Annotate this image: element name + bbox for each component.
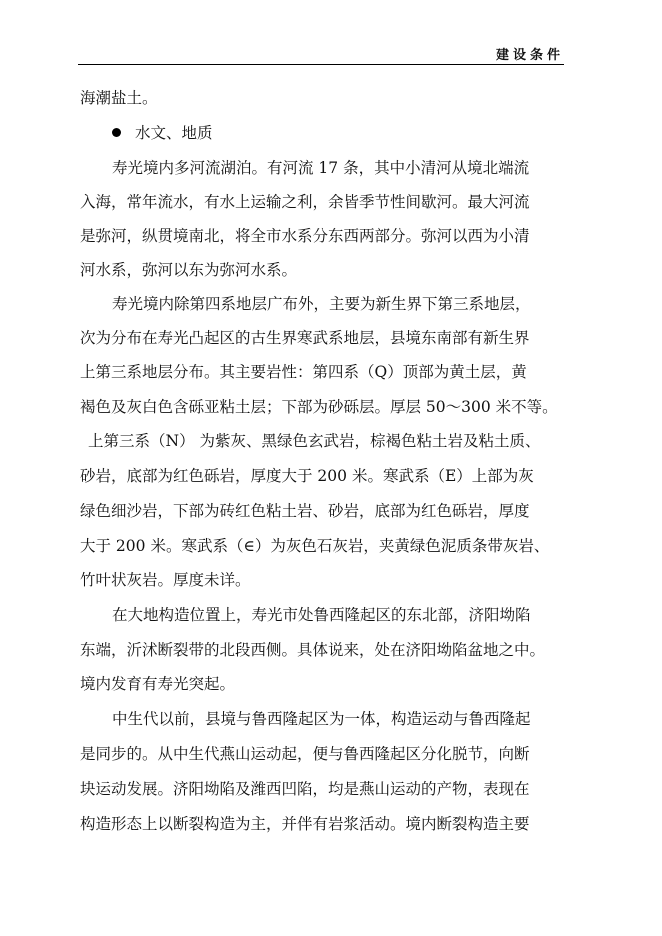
text-line: 境内发育有寿光突起。 bbox=[80, 675, 236, 693]
text-line: 褐色及灰白色含砾亚粘土层；下部为砂砾层。厚层 50～300 米不等。 bbox=[80, 398, 558, 416]
text-line: 东端，沂沭断裂带的北段西侧。具体说来，处在济阳坳陷盆地之中。 bbox=[80, 641, 546, 659]
text-line: 绿色细沙岩，下部为砖红色粘土岩、砂岩，底部为红色砾岩，厚度 bbox=[80, 502, 530, 520]
text-line: 砂岩，底部为红色砾岩，厚度大于 200 米。寒武系（E）上部为灰 bbox=[80, 467, 534, 485]
text-line: 构造形态上以断裂构造为主，并伴有岩浆活动。境内断裂构造主要 bbox=[80, 815, 530, 833]
text-line: 入海，常年流水，有水上运输之利，余皆季节性间歇河。最大河流 bbox=[80, 193, 530, 211]
text-line: 是同步的。从中生代燕山运动起，便与鲁西隆起区分化脱节，向断 bbox=[80, 745, 530, 763]
text-line: 块运动发展。济阳坳陷及潍西凹陷，均是燕山运动的产物，表现在 bbox=[80, 780, 530, 798]
section-heading bbox=[112, 122, 213, 144]
header-title: 建设条件 bbox=[495, 48, 564, 63]
text-line: 上第三系（N） 为紫灰、黑绿色玄武岩，棕褐色粘土岩及粘土质、 bbox=[88, 432, 541, 450]
text-line: 是弥河，纵贯境南北，将全市水系分东西两部分。弥河以西为小清 bbox=[80, 227, 530, 245]
text-line: 次为分布在寿光凸起区的古生界寒武系地层，县境东南部有新生界 bbox=[80, 329, 530, 347]
text-line: 海潮盐土。 bbox=[80, 89, 158, 107]
page-header bbox=[78, 42, 564, 65]
text-line: 在大地构造位置上，寿光市处鲁西隆起区的东北部，济阳坳陷 bbox=[112, 606, 531, 624]
text-line: 寿光境内多河流湖泊。有河流 17 条，其中小清河从境北端流 bbox=[112, 159, 530, 177]
text-line: 上第三系地层分布。其主要岩性：第四系（Q）顶部为黄土层，黄 bbox=[80, 363, 527, 381]
text-line: 大于 200 米。寒武系（∈）为灰色石灰岩，夹黄绿色泥质条带灰岩、 bbox=[80, 537, 550, 555]
section-heading-text: 水文、地质 bbox=[135, 124, 213, 142]
bullet-icon bbox=[112, 128, 121, 137]
text-line: 河水系，弥河以东为弥河水系。 bbox=[80, 261, 298, 279]
text-line: 竹叶状灰岩。厚度未详。 bbox=[80, 571, 251, 589]
text-line: 寿光境内除第四系地层广布外，主要为新生界下第三系地层， bbox=[112, 295, 531, 313]
text-line: 中生代以前，县境与鲁西隆起区为一体，构造运动与鲁西隆起 bbox=[112, 710, 531, 728]
